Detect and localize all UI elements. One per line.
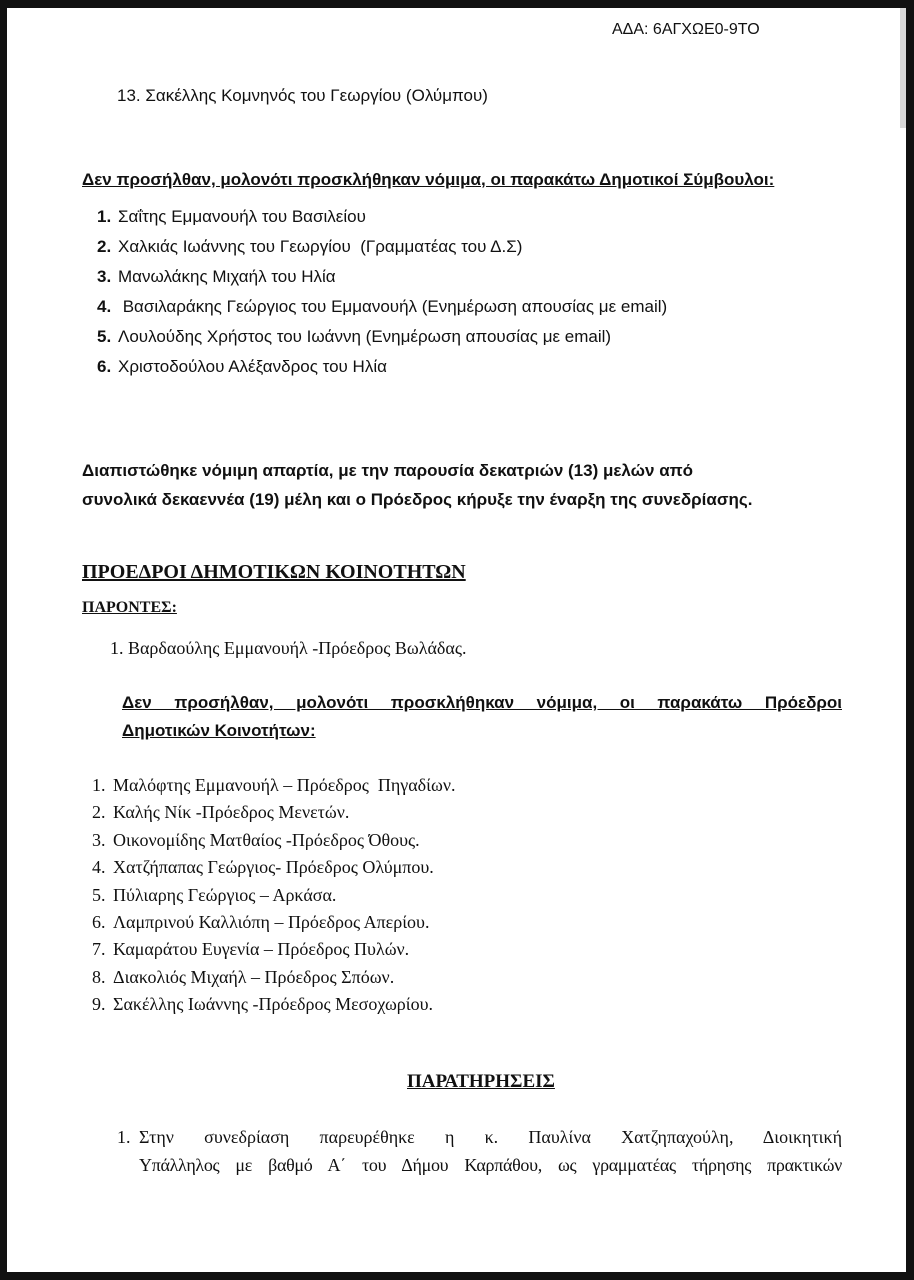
- list-item: [92, 940, 409, 958]
- list-item: [97, 208, 366, 225]
- list-item-number: 9.: [92, 994, 106, 1015]
- list-item-number: 2.: [92, 802, 106, 823]
- list-item-number: 3.: [92, 829, 106, 850]
- absent-councillors-heading: Δεν προσήλθαν, μολονότι προσκλήθηκαν νόμιμα, οι παρακάτω Δημοτικοί Σύμβουλοι:: [82, 170, 775, 189]
- list-item: [97, 328, 611, 345]
- list-item-number: 5.: [92, 884, 106, 905]
- ada-code: ΑΔΑ: 6ΑΓΧΩΕ0-9ΤΟ: [612, 21, 760, 38]
- remark-line-1: Στην συνεδρίαση παρευρέθηκε η κ. Παυλίνα Χατζηπαχούλη, Διοικητική: [139, 1127, 842, 1147]
- list-item-text: Οικονομίδης Ματθαίος -Πρόεδρος Όθους.: [113, 829, 420, 850]
- list-item: [92, 968, 394, 986]
- list-item: [92, 858, 434, 876]
- list-item: [97, 358, 387, 375]
- list-item: [92, 995, 433, 1013]
- list-item-text: Σαΐτης Εμμανουήλ του Βασιλείου: [118, 207, 366, 226]
- quorum-line-1: Διαπιστώθηκε νόμιμη απαρτία, με την παρουσία δεκατριών (13) μελών από: [82, 461, 694, 480]
- scrollbar[interactable]: [900, 8, 906, 128]
- list-item-number: 7.: [92, 939, 106, 960]
- remarks-heading: ΠΑΡΑΤΗΡΗΣΕΙΣ: [407, 1071, 555, 1092]
- list-item-text: Λαμπρινού Καλλιόπη – Πρόεδρος Απερίου.: [113, 912, 430, 932]
- list-item-number: 1.: [97, 207, 112, 226]
- list-item-text: Μαλόφτης Εμμανουήλ – Πρόεδρος Πηγαδίων.: [113, 775, 456, 795]
- list-item-text: Χατζήπαπας Γεώργιος- Πρόεδρος Ολύμπου.: [113, 857, 434, 878]
- list-item-text: Μανωλάκης Μιχαήλ του Ηλία: [118, 267, 336, 286]
- list-item-text: Πύλιαρης Γεώργιος – Αρκάσα.: [113, 884, 337, 905]
- list-item: [92, 776, 455, 794]
- list-item-number: 2.: [97, 237, 112, 256]
- list-item-text: Καμαράτου Ευγενία – Πρόεδρος Πυλών.: [113, 939, 410, 960]
- list-item: [97, 298, 667, 315]
- list-item-number: 6.: [92, 912, 106, 932]
- list-item-text: Σακέλλης Ιωάννης -Πρόεδρος Μεσοχωρίου.: [113, 994, 434, 1015]
- community-presidents-heading: ΠΡΟΕΔΡΟΙ ΔΗΜΟΤΙΚΩΝ ΚΟΙΝΟΤΗΤΩΝ: [82, 561, 466, 583]
- list-item: [97, 268, 336, 285]
- absent-presidents-heading-1: Δεν προσήλθαν, μολονότι προσκλήθηκαν νόμιμα, οι παρακάτω Πρόεδροι: [122, 693, 842, 712]
- absent-presidents-heading-2: Δημοτικών Κοινοτήτων:: [122, 721, 316, 740]
- list-item-number: 8.: [92, 966, 106, 987]
- list-item-text: Καλής Νίκ -Πρόεδρος Μενετών.: [113, 802, 350, 823]
- list-item-number: 4.: [97, 297, 112, 316]
- quorum-line-2: συνολικά δεκαεννέα (19) μέλη και ο Πρόεδρος κήρυξε την έναρξη της συνεδρίασης.: [82, 490, 753, 509]
- present-label: ΠΑΡΟΝΤΕΣ:: [82, 599, 177, 616]
- list-item: [92, 913, 429, 931]
- list-item-number: 6.: [97, 357, 112, 376]
- list-item-text: Λουλούδης Χρήστος του Ιωάννη (Ενημέρωση απουσίας με email): [118, 327, 612, 346]
- document-page: [7, 8, 906, 1272]
- list-item-number: 1.: [92, 775, 106, 795]
- list-item: [92, 886, 336, 904]
- list-item-text: Χριστοδούλου Αλέξανδρος του Ηλία: [118, 357, 387, 376]
- list-item-number: 4.: [92, 857, 106, 878]
- list-item-text: Χαλκιάς Ιωάννης του Γεωργίου (Γραμματέας του Δ.Σ): [118, 237, 523, 256]
- list-item-text: Διακολιός Μιχαήλ – Πρόεδρος Σπόων.: [113, 966, 395, 987]
- list-item: [97, 238, 522, 255]
- list-item: [92, 803, 349, 821]
- council-member-13: 13. Σακέλλης Κομνηνός του Γεωργίου (Ολύμπου): [117, 86, 488, 105]
- present-item: 1. Βαρδαούλης Εμμανουήλ -Πρόεδρος Βωλάδας.: [110, 638, 467, 658]
- list-item-number: 5.: [97, 327, 112, 346]
- remark-number: 1.: [117, 1127, 131, 1147]
- list-item-text: Βασιλαράκης Γεώργιος του Εμμανουήλ (Ενημέρωση απουσίας με email): [118, 297, 668, 316]
- remark-line-2: Υπάλληλος με βαθμό Α΄ του Δήμου Καρπάθου, ως γραμματέας τήρησης πρακτικών: [139, 1155, 842, 1175]
- list-item: [92, 831, 420, 849]
- list-item-number: 3.: [97, 267, 112, 286]
